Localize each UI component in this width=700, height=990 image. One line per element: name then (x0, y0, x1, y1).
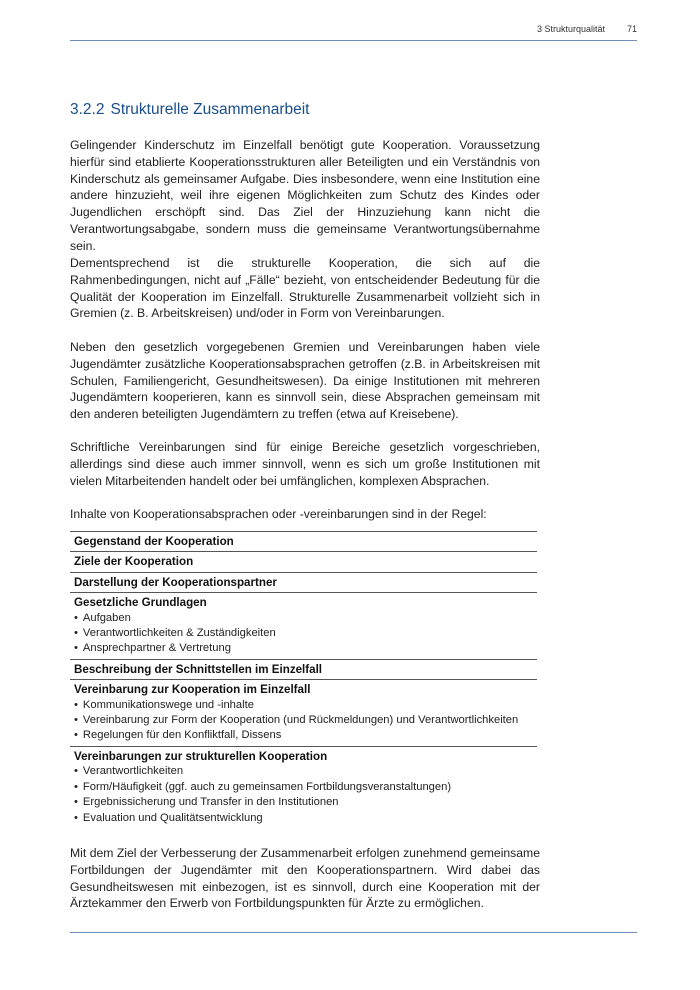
table-row (70, 680, 537, 747)
running-header (70, 20, 637, 41)
list-item: • Verantwortlichkeiten (74, 764, 533, 779)
table-row (70, 747, 537, 828)
cooperation-contents-table (70, 531, 537, 828)
bullet-list (74, 698, 533, 744)
table-row-heading: Beschreibung der Schnittstellen im Einzelfall (74, 662, 323, 676)
paragraph-3: Neben den gesetzlich vorgegebenen Gremien und Vereinbarungen haben viele Jugendämter zusätzliche Kooperationsabsprachen getroffen (z.B. in Arbeitskreisen mit Schulen, Familiengericht, Gesundheitswesen). Da einige Institutionen mit mehreren Jugendämtern kooperieren, kann es sinnvoll sein, diese Absprachen gemeinsam mit den anderen beteiligten Jugendämtern zu treffen (etwa auf Kreisebene). (70, 340, 540, 422)
list-item: • Form/Häufigkeit (ggf. auch zu gemeinsamen Fortbildungsveranstaltungen) (74, 780, 533, 795)
section-title: Strukturelle Zusammenarbeit (110, 101, 310, 118)
list-item: • Evaluation und Qualitätsentwicklung (74, 811, 533, 826)
page-number: 71 (626, 24, 637, 34)
list-item: • Aufgaben (74, 611, 533, 626)
table-row-heading: Vereinbarung zur Kooperation im Einzelfall (74, 683, 311, 697)
table-row-heading: Ziele der Kooperation (74, 555, 194, 569)
paragraph-5: Inhalte von Kooperationsabsprachen oder -vereinbarungen sind in der Regel: (70, 507, 487, 521)
list-item: • Regelungen für den Konfliktfall, Dissens (74, 728, 533, 743)
table-row-heading: Gesetzliche Grundlagen (74, 596, 207, 610)
table-row (70, 552, 537, 572)
table-row (70, 573, 537, 593)
table-row-heading: Gegenstand der Kooperation (74, 535, 234, 548)
bullet-list (74, 611, 533, 657)
list-item: • Ansprechpartner & Vertretung (74, 641, 533, 656)
paragraph-6: Mit dem Ziel der Verbesserung der Zusammenarbeit erfolgen zunehmend gemeinsame Fortbildungen der Jugendämter mit den Kooperationspartnern. Wird dabei das Gesundheitswesen mit einbezogen, ist es sinnvoll, durch eine Kooperation mit der Ärztekammer den Erwerb von Fortbildungspunkten für Ärzte zu ermöglichen. (70, 846, 540, 911)
table-row (70, 532, 537, 552)
list-item: • Kommunikationswege und -inhalte (74, 698, 533, 713)
paragraph-1: Gelingender Kinderschutz im Einzelfall benötigt gute Kooperation. Voraussetzung hierfür sind etablierte Kooperationsstrukturen aller Beteiligten und ein Verständnis von Kinderschutz als gemeinsamer Aufgabe. Dies insbesondere, wenn eine Institution eine andere hinzuzieht, weil ihre eigenen Möglichkeiten zum Schutz des Kindes oder Jugendlichen erschöpft sind. Das Ziel der Hinzuziehung kann nicht die Verantwortungsabgabe, sondern muss die gemeinsame Verantwortungsübernahme sein. (70, 138, 540, 253)
footer-rule (70, 932, 637, 933)
table-row (70, 593, 537, 660)
list-item: • Ergebnissicherung und Transfer in den Institutionen (74, 795, 533, 810)
paragraph-2: Dementsprechend ist die strukturelle Kooperation, die sich auf die Rahmenbedingungen, nicht auf „Fälle“ bezieht, von entscheidender Bedeutung für die Qualität der Kooperation im Einzelfall. Strukturelle Zusammenarbeit vollzieht sich in Gremien (z. B. Arbeitskreisen) und/oder in Form von Vereinbarungen. (70, 256, 540, 321)
section-number: 3.2.2 (70, 101, 105, 118)
table-row (70, 660, 537, 680)
table-row-heading: Vereinbarungen zur strukturellen Kooperation (74, 749, 328, 763)
section-heading (70, 101, 309, 119)
paragraph-4: Schriftliche Vereinbarungen sind für einige Bereiche gesetzlich vorgeschrieben, allerdings sind diese auch immer sinnvoll, wenn es sich um große Institutionen mit vielen Mitarbeitenden handelt oder bei umfänglichen, komplexen Absprachen. (70, 440, 540, 488)
list-item: • Verantwortlichkeiten & Zuständigkeiten (74, 626, 533, 641)
bullet-list (74, 764, 533, 826)
header-section-label: 3 Strukturqualität (536, 24, 605, 34)
table-row-heading: Darstellung der Kooperationspartner (74, 575, 277, 589)
list-item: • Vereinbarung zur Form der Kooperation (und Rückmeldungen) und Verantwortlichkeiten (74, 713, 533, 728)
